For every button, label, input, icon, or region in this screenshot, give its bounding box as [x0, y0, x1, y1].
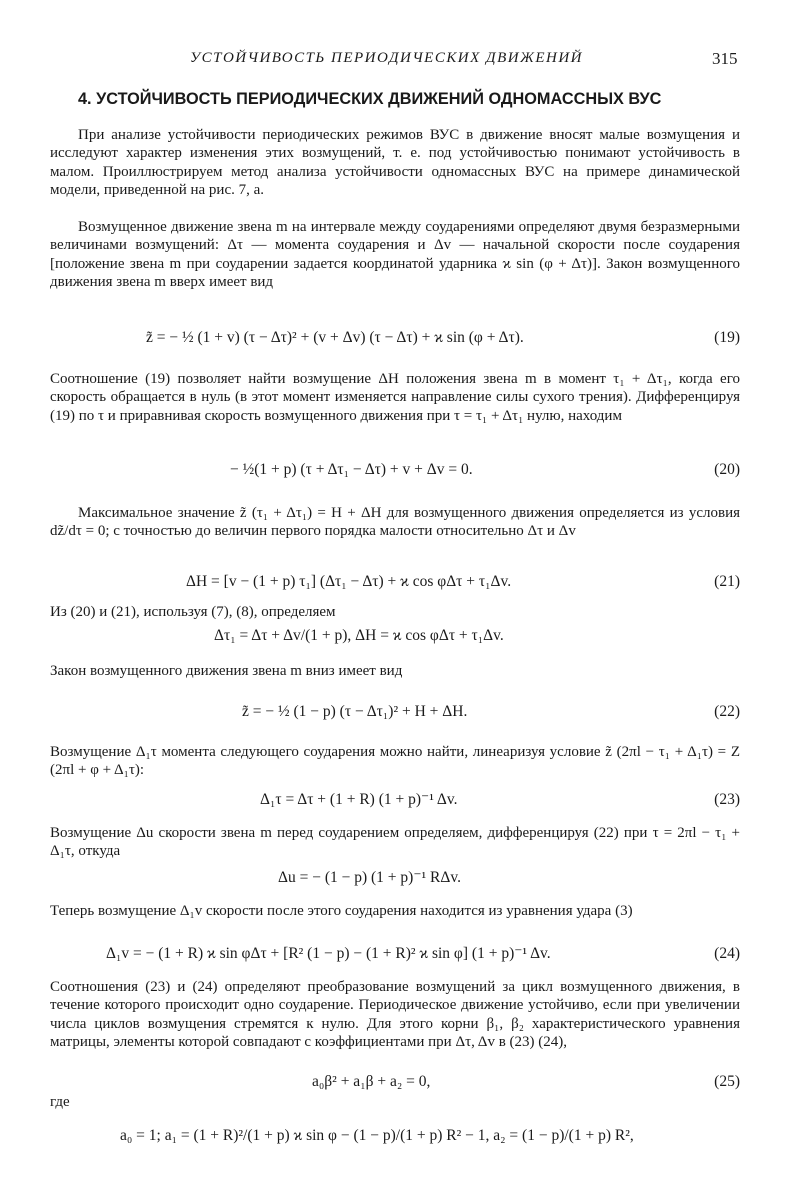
equation-22 [50, 700, 740, 724]
running-title: УСТОЙЧИВОСТЬ ПЕРИОДИЧЕСКИХ ДВИЖЕНИЙ [190, 50, 583, 66]
section-title: 4. УСТОЙЧИВОСТЬ ПЕРИОДИЧЕСКИХ ДВИЖЕНИЙ ОДНОМАССНЫХ ВУС [78, 90, 662, 108]
paragraph-6: Закон возмущенного движения звена m вниз имеет вид [50, 663, 403, 679]
paragraph-2: Возмущенное движение звена m на интервале между соударениями определяют двумя безразмерными величинами возмущений: Δτ — момента соударения и Δv — начальной скорости после соударения [положение звена m при соударении задается координатой ударника ϰ sin (φ + Δτ)]. Закон возмущенного движения звена m вверх имеет вид [50, 219, 740, 290]
equation-24-number: (24) [714, 945, 740, 962]
equation-23-expression: Δ₁τ = Δτ + (1 + R) (1 + p)⁻¹ Δv. [260, 791, 458, 808]
equation-24-expression: Δ₁v = − (1 + R) ϰ sin φΔτ + [R² (1 − p) − (1 + R)² ϰ sin φ] (1 + p)⁻¹ Δv. [106, 945, 551, 962]
equation-24 [50, 942, 740, 966]
equation-25-number: (25) [714, 1073, 740, 1090]
equation-20 [50, 458, 740, 482]
paragraph-7: Возмущение Δ₁τ момента следующего соударения можно найти, линеаризуя условие z̃ (2πl − τ₁ + Δ₁τ) = Z (2πl + φ + Δ₁τ): [50, 744, 740, 779]
paragraph-3: Соотношение (19) позволяет найти возмущение ΔH положения звена m в момент τ₁ + Δτ₁, когда его скорость обращается в нуль (в этот момент изменяется направление силы сухого трения). Дифференцируя (19) по τ и приравнивая скорость возмущенного движения при τ = τ₁ + Δτ₁ нулю, находим [50, 371, 740, 424]
paragraph-10: Соотношения (23) и (24) определяют преобразование возмущений за цикл возмущенного движения, в течение которого происходит одно соударение. Периодическое движение устойчиво, если при увеличении числа циклов возмущения стремятся к нулю. Для этого корни β₁, β₂ характеристического уравнения матрицы, элементы которой совпадают с коэффициентами при Δτ, Δv в (23) (24), [50, 979, 740, 1050]
equation-22-number: (22) [714, 703, 740, 720]
equation-19-expression: z̃ = − ½ (1 + v) (τ − Δτ)² + (v + Δv) (τ − Δτ) + ϰ sin (φ + Δτ). [146, 329, 524, 346]
equation-coefficients [50, 1124, 740, 1148]
equation-23 [50, 788, 740, 812]
equation-unnumbered-2-expression: Δu = − (1 − p) (1 + p)⁻¹ RΔv. [278, 869, 461, 886]
page-header [0, 50, 796, 72]
equation-25-expression: a₀β² + a₁β + a₂ = 0, [312, 1073, 431, 1090]
paragraph-4: Максимальное значение z̃ (τ₁ + Δτ₁) = H + ΔH для возмущенного движения определяется из условия dz̃/dτ = 0; с точностью до величин первого порядка малости относительно Δτ и Δv [50, 505, 740, 540]
equation-21-number: (21) [714, 573, 740, 590]
page-number: 315 [712, 49, 738, 68]
equation-19-number: (19) [714, 329, 740, 346]
equation-unnumbered-1-expression: Δτ₁ = Δτ + Δv/(1 + p), ΔH = ϰ cos φΔτ + τ₁Δv. [214, 627, 504, 644]
paragraph-1: При анализе устойчивости периодических режимов ВУС в движение вносят малые возмущения и исследуют характер изменения этих возмущений, т. е. под устойчивостью понимают устойчивость в малом. Проиллюстрируем метод анализа устойчивости одномассных ВУС на примере динамической модели, приведенной на рис. 7, а. [50, 127, 740, 198]
paragraph-9: Теперь возмущение Δ₁v скорости после этого соударения находится из уравнения удара (3) [50, 903, 633, 919]
paragraph-5: Из (20) и (21), используя (7), (8), определяем [50, 604, 336, 620]
equation-19 [50, 326, 740, 350]
paragraph-8: Возмущение Δu скорости звена m перед соударением определяем, дифференцируя (22) при τ = 2πl − τ₁ + Δ₁τ, откуда [50, 825, 740, 860]
equation-21 [50, 570, 740, 594]
where-label: где [50, 1094, 70, 1110]
equation-21-expression: ΔH = [v − (1 + p) τ₁] (Δτ₁ − Δτ) + ϰ cos φΔτ + τ₁Δv. [186, 573, 512, 590]
equation-20-number: (20) [714, 461, 740, 478]
equation-23-number: (23) [714, 791, 740, 808]
equation-unnumbered-2 [50, 866, 740, 890]
equation-25 [50, 1070, 740, 1094]
equation-20-expression: − ½(1 + p) (τ + Δτ₁ − Δτ) + v + Δv = 0. [230, 461, 473, 478]
equation-22-expression: z̃ = − ½ (1 − p) (τ − Δτ₁)² + H + ΔH. [242, 703, 468, 720]
equation-unnumbered-1 [50, 624, 740, 648]
equation-coefficients-expression: a₀ = 1; a₁ = (1 + R)²/(1 + p) ϰ sin φ − (1 − p)/(1 + p) R² − 1, a₂ = (1 − p)/(1 + p) R², [120, 1127, 634, 1144]
